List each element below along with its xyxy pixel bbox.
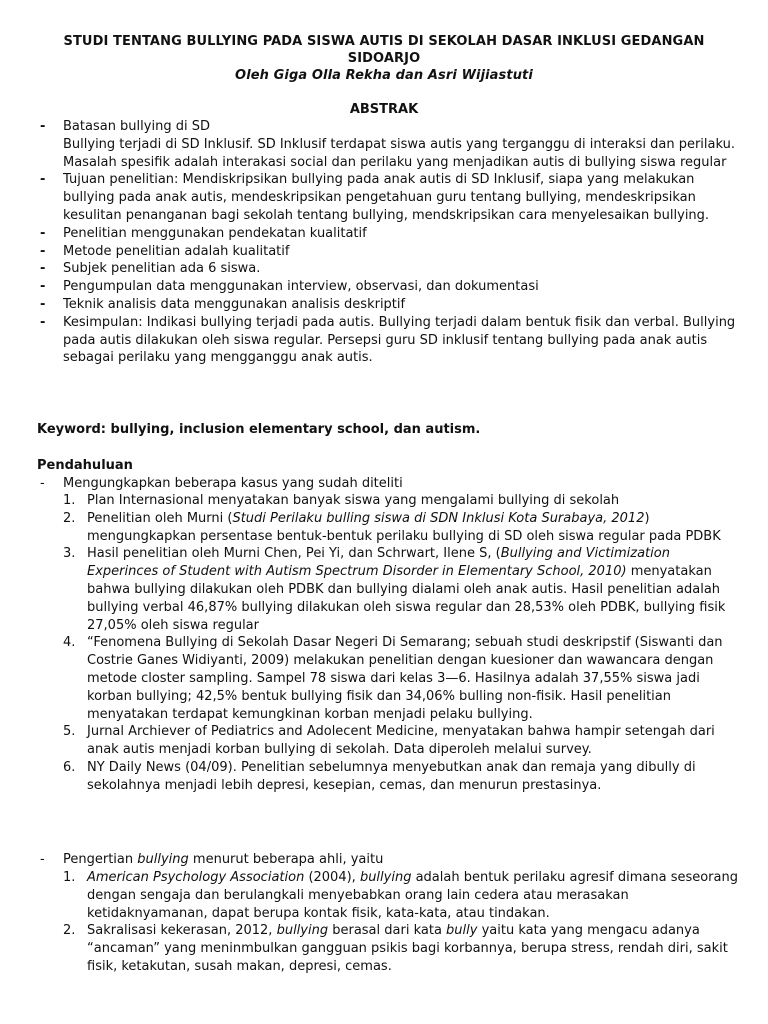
list-item: Bullying terjadi di SD Inklusif. SD Inklusif terdapat siswa autis yang terganggu di interaksi dan perilaku. Masalah spesifik adalah interakasi social dan perilaku yang menjadikan autis di bullying siswa regular: [63, 136, 735, 170]
list-item: 1. American Psychology Association (2004), bullying adalah bentuk perilaku agresif dimana seseorang dengan sengaja dan berulangkali menyebabkan orang lain cedera atau merasakan ketidaknyamanan, dapat berupa kontak fisik, kata-kata, atau tindakan.: [63, 870, 738, 921]
list-item: - Penelitian menggunakan pendekatan kualitatif: [40, 225, 367, 241]
bullet-dash: -: [40, 225, 46, 241]
abstract-list: [0, 118, 768, 367]
list-item: 2. Sakralisasi kekerasan, 2012, bullying berasal dari kata bully yaitu kata yang mengacu adanya “ancaman” yang meninmbulkan gangguan psikis bagi korbannya, berupa stress, rendah diri, sakit fisik, ketakutan, susah makan, depresi, cemas.: [63, 923, 728, 974]
bullet-dash: -: [40, 476, 45, 491]
section-heading: Pendahuluan: [37, 458, 133, 473]
list-item: - Batasan bullying di SD: [40, 119, 210, 134]
document-title: STUDI TENTANG BULLYING PADA SISWA AUTIS DI SEKOLAH DASAR INKLUSI GEDANGAN SIDOARJO: [63, 34, 705, 66]
bullet-dash: -: [40, 314, 46, 330]
bullet-dash: -: [40, 296, 46, 312]
definitions-subheading: Pengertian bullying menurut beberapa ahli, yaitu: [63, 852, 384, 867]
bullet-dash: -: [40, 852, 45, 867]
list-item: - Teknik analisis data menggunakan analisis deskriptif: [40, 296, 406, 312]
bullet-dash: -: [40, 172, 46, 188]
definitions-list: [0, 869, 768, 976]
list-item: 2. Penelitian oleh Murni (Studi Perilaku bulling siswa di SDN Inklusi Kota Surabaya, 2012) mengungkapkan persentase bentuk-bentuk perilaku bullying di SD oleh siswa regular pada PDBK: [63, 510, 721, 544]
list-item: 6. NY Daily News (04/09). Penelitian sebelumnya menyebutkan anak dan remaja yang dibully di sekolahnya menjadi lebih depresi, kesepian, cemas, dan menurun prestasinya.: [63, 759, 696, 793]
keyword-line: Keyword: bullying, inclusion elementary school, dan autism.: [37, 422, 481, 437]
list-item: 3. Hasil penelitian oleh Murni Chen, Pei Yi, dan Schrwart, Ilene S, (Bullying and Victimization Experinces of Student with Autism Spectrum Disorder in Elementary School, 2010) menyatakan bahwa bullying dilakukan oleh PDBK dan bullying dialami oleh anak autis. Hasil penelitian adalah bullying verbal 46,87% bullying dilakukan oleh siswa regular dan 28,53% oleh PDBK, bullying fisik 27,05% oleh siswa regular: [63, 546, 726, 633]
bullet-dash: -: [40, 279, 46, 295]
list-item: - Subjek penelitian ada 6 siswa.: [40, 261, 261, 277]
intro-subheading: Mengungkapkan beberapa kasus yang sudah diteliti: [63, 476, 403, 491]
list-item: - Tujuan penelitian: Mendiskripsikan bullying pada anak autis di SD Inklusif, siapa yang melakukan bullying pada anak autis, mendeskripsikan pengetahuan guru tentang bullying, mendeskripsikan kesulitan penanganan bagi sekolah tentang bullying, mendskripsikan cara menyelesaikan bullying.: [40, 172, 710, 223]
bullet-dash: -: [40, 243, 46, 259]
abstract-heading: ABSTRAK: [349, 102, 419, 117]
document-authors: Oleh Giga Olla Rekha dan Asri Wijiastuti: [235, 68, 533, 83]
list-item: 1. Plan Internasional menyatakan banyak siswa yang mengalami bullying di sekolah: [63, 493, 620, 508]
list-item: 5. Jurnal Archiever of Pediatrics and Adolecent Medicine, menyatakan bahwa hampir setengah dari anak autis menjadi korban bullying di sekolah. Data diperoleh melalui survey.: [63, 724, 715, 758]
list-item: - Pengumpulan data menggunakan interview, observasi, dan dokumentasi: [40, 279, 539, 295]
list-item: 4. “Fenomena Bullying di Sekolah Dasar Negeri Di Semarang; sebuah studi deskripstif (Siswanti dan Costrie Ganes Widiyanti, 2009) melakukan penelitian dengan kuesioner dan wawancara dengan metode closter sampling. Sampel 78 siswa dari kelas 3—6. Hasilnya adalah 37,55% siswa jadi korban bullying; 42,5% bentuk bullying fisik dan 34,06% bulling non-fisik. Hasil penelitian menyatakan terdapat kemungkinan korban menjadi pelaku bullying.: [63, 635, 723, 722]
bullet-dash: -: [40, 261, 46, 277]
list-item: - Metode penelitian adalah kualitatif: [40, 243, 290, 259]
cases-list: [0, 492, 768, 795]
list-item: - Kesimpulan: Indikasi bullying terjadi pada autis. Bullying terjadi dalam bentuk fisik dan verbal. Bullying pada autis dilakukan oleh siswa regular. Persepsi guru SD inklusif tentang bullying pada anak autis sebagai perilaku yang mengganggu anak autis.: [40, 314, 736, 366]
bullet-dash: -: [40, 119, 46, 134]
